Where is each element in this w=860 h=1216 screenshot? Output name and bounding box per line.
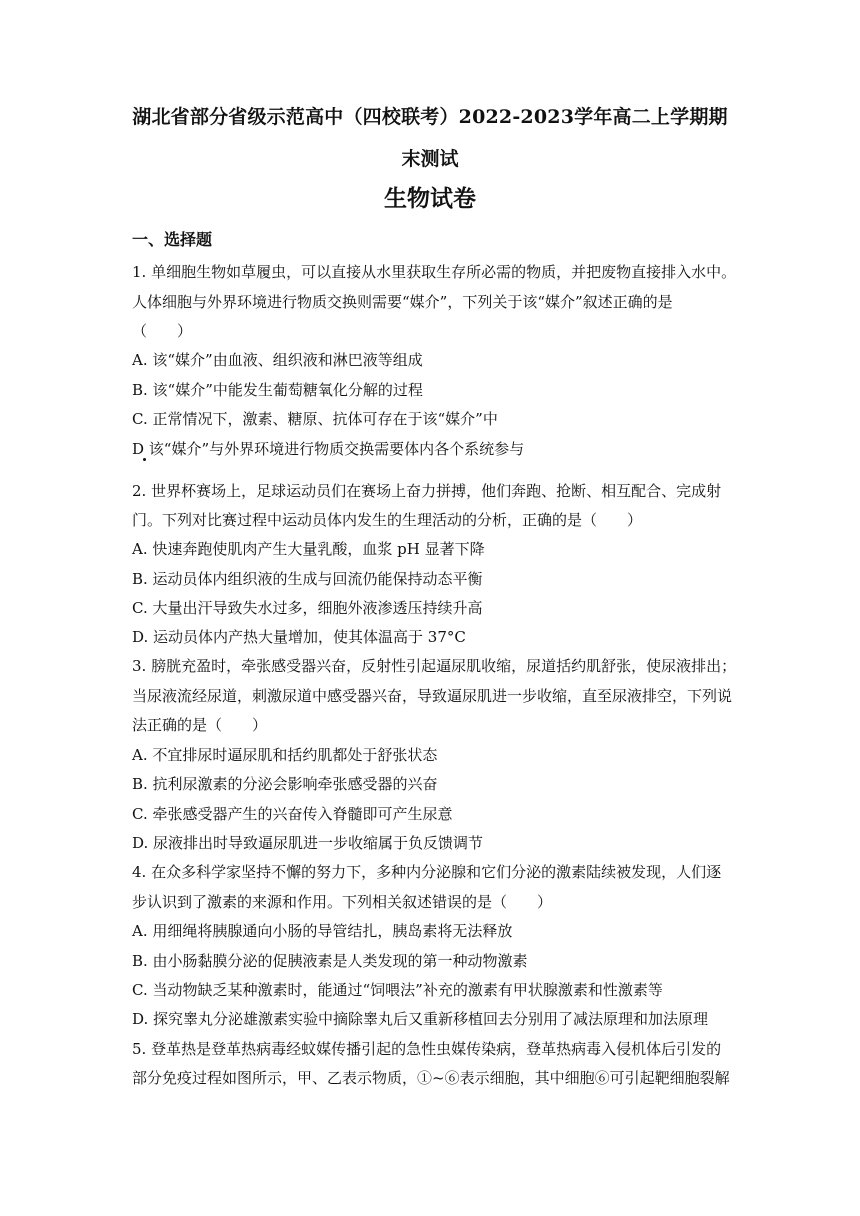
q4-option-a: A. 用细绳将胰腺通向小肠的导管结扎，胰岛素将无法释放 [132,922,513,940]
q1-stem-line1: 1. 单细胞生物如草履虫，可以直接从水里获取生存所必需的物质，并把废物直接排入水中。 [132,263,737,281]
q4-stem-line2: 步认识到了激素的来源和作用。下列相关叙述错误的是（ ） [132,893,553,911]
section-heading: 一、选择题 [132,230,213,249]
q4-option-d: D. 探究睾丸分泌雄激素实验中摘除睾丸后又重新移植回去分别用了减法原理和加法原理 [132,1010,709,1028]
q2-option-b: B. 运动员体内组织液的生成与回流仍能保持动态平衡 [132,570,483,588]
emphasis-dot [143,458,146,461]
q2-stem-line1: 2. 世界杯赛场上，足球运动员们在赛场上奋力拼搏，他们奔跑、抢断、相互配合、完成射 [132,482,722,500]
q2-option-d: D. 运动员体内产热大量增加，使其体温高于 37°C [132,628,466,646]
q3-option-c: C. 牵张感受器产生的兴奋传入脊髓即可产生尿意 [132,805,453,823]
q4-option-c: C. 当动物缺乏某种激素时，能通过“饲喂法”补充的激素有甲状腺激素和性激素等 [132,981,663,999]
q4-option-b: B. 由小肠黏膜分泌的促胰液素是人类发现的第一种动物激素 [132,952,528,970]
exam-title-line2: 末测试 [401,148,459,170]
q5-stem-line1: 5. 登革热是登革热病毒经蚊媒传播引起的急性虫媒传染病，登革热病毒入侵机体后引发的 [132,1040,722,1058]
q3-stem-line3: 法正确的是（ ） [132,716,268,734]
q3-stem-line1: 3. 膀胱充盈时，牵张感受器兴奋，反射性引起逼尿肌收缩，尿道括约肌舒张，使尿液排出； [132,657,737,675]
q1-option-a: A. 该“媒介”由血液、组织液和淋巴液等组成 [132,351,423,369]
exam-title-line1: 湖北省部分省级示范高中（四校联考）2022-2023学年高二上学期期 [132,106,728,128]
q1-stem-line2: 人体细胞与外界环境进行物质交换则需要“媒介”，下列关于该“媒介”叙述正确的是 [132,293,673,311]
q1-option-c: C. 正常情况下，激素、糖原、抗体可存在于该“媒介”中 [132,410,498,428]
q1-option-b: B. 该“媒介”中能发生葡萄糖氧化分解的过程 [132,381,423,399]
q3-stem-line2: 当尿液流经尿道，刺激尿道中感受器兴奋，导致逼尿肌进一步收缩，直至尿液排空，下列说 [132,687,733,705]
q4-stem-line1: 4. 在众多科学家坚持不懈的努力下，多种内分泌腺和它们分泌的激素陆续被发现，人们逐 [132,863,722,881]
q2-option-a: A. 快速奔跑使肌肉产生大量乳酸，血浆 pH 显著下降 [132,540,485,558]
subject-title: 生物试卷 [384,185,476,212]
q3-option-a: A. 不宜排尿时逼尿肌和括约肌都处于舒张状态 [132,746,438,764]
q2-stem-line2: 门。下列对比赛过程中运动员体内发生的生理活动的分析，正确的是（ ） [132,511,643,529]
q3-option-d: D. 尿液排出时导致逼尿肌进一步收缩属于负反馈调节 [132,834,484,852]
q5-stem-line2: 部分免疫过程如图所示，甲、乙表示物质，①~⑥表示细胞，其中细胞⑥可引起靶细胞裂解 [132,1069,730,1087]
q1-stem-line3: （ ） [132,322,193,340]
q3-option-b: B. 抗利尿激素的分泌会影响牵张感受器的兴奋 [132,775,438,793]
q2-option-c: C. 大量出汗导致失水过多，细胞外液渗透压持续升高 [132,599,483,617]
q1-option-d: D 该“媒介”与外界环境进行物质交换需要体内各个系统参与 [132,440,525,458]
